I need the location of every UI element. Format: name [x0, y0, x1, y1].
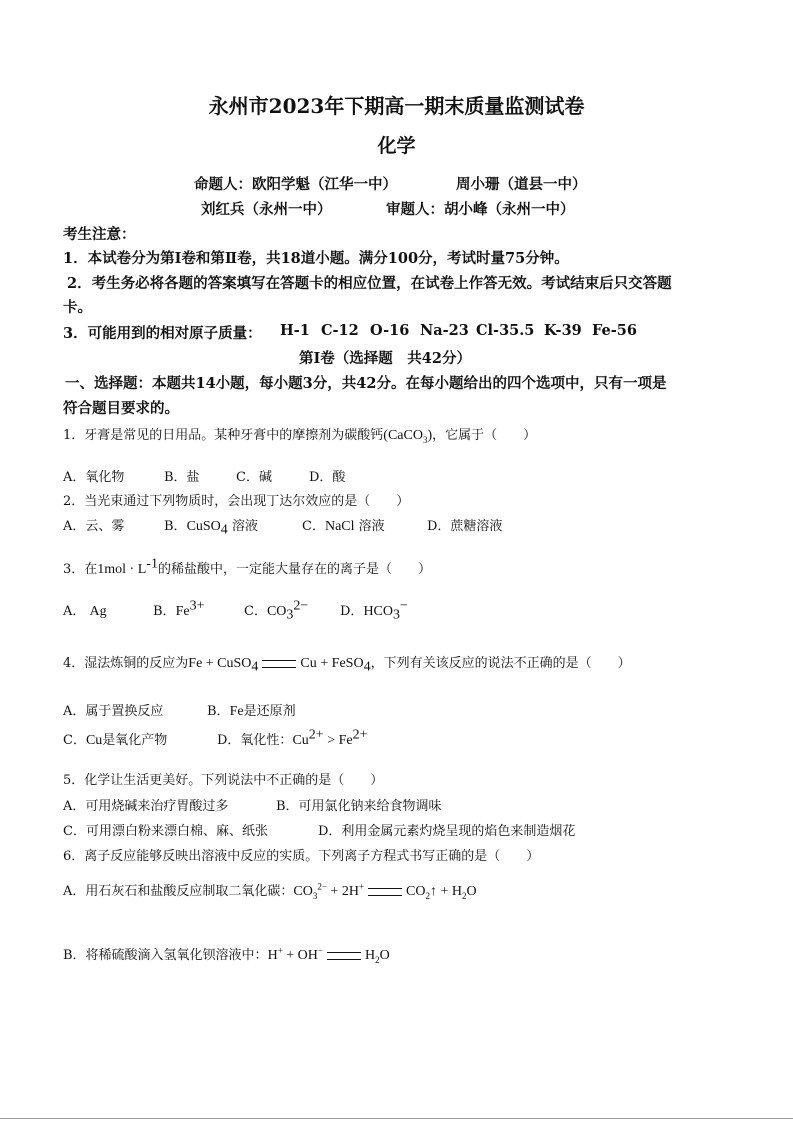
exam-title: 永州市2023年下期高一期末质量监测试卷 — [208, 94, 585, 118]
author-3: 刘红兵（永州一中） — [201, 201, 332, 218]
q4-c-formula: Cu — [85, 733, 103, 748]
q6-a-lhs2-sup: + — [358, 881, 365, 892]
q3-conc-sup: -1 — [146, 556, 158, 572]
note-1: 1．本试卷分为第Ⅰ卷和第Ⅱ卷，共18道小题。满分100分，考试时量75分钟。 — [63, 250, 569, 267]
q2-stem: 2．当光束通过下列物质时，会出现丁达尔效应的是（ ） — [63, 494, 410, 509]
q4-option-d[interactable] — [217, 729, 368, 749]
mass-na: Na-23 — [420, 322, 469, 339]
q4-stem — [63, 652, 631, 675]
q2-option-a[interactable]: A．云、雾 — [63, 519, 125, 534]
q4-d-left-sup: 2+ — [308, 727, 324, 743]
gas-arrow-icon: ↑ — [429, 884, 437, 899]
note-3-label: 3．可能用到的相对原子质量： — [63, 325, 262, 342]
q3-b-ion: Fe — [175, 604, 190, 619]
q4-lhs: Fe + CuSO — [188, 656, 252, 671]
q4-c-label: C． — [63, 733, 86, 748]
q5-option-a[interactable]: A．可用烧碱来治疗胃酸过多 — [63, 799, 229, 814]
q6-a-lhs1-sub: 3 — [312, 890, 318, 901]
mass-h: H-1 — [280, 322, 310, 339]
q6-a-rhs3: O — [466, 884, 477, 899]
note-3 — [63, 322, 262, 343]
mass-o: O-16 — [370, 322, 410, 339]
q3-a-ion: Ag — [89, 604, 107, 619]
q2-b-formula: CuSO — [186, 519, 221, 534]
equals-sign — [368, 888, 402, 896]
q1-stem — [63, 424, 536, 444]
q6-option-a[interactable] — [63, 880, 477, 900]
q4-d-left: Cu — [292, 733, 309, 748]
q6-a-rhs1: CO — [406, 884, 426, 899]
q3-c-sup: 2− — [293, 598, 309, 614]
q6-stem: 6．离子反应能够反映出溶液中反应的实质。下列离子方程式书写正确的是（ ） — [63, 849, 540, 864]
q3-stem — [63, 558, 431, 578]
q2-option-c[interactable] — [302, 515, 385, 535]
mass-cl: Cl-35.5 — [476, 322, 535, 339]
notes-heading: 考生注意： — [63, 226, 136, 243]
q4-d-mid: > — [323, 733, 339, 748]
note-2-cont: 卡。 — [63, 299, 92, 316]
q3-option-d[interactable] — [340, 598, 408, 623]
q1-option-b[interactable]: B．盐 — [164, 470, 200, 485]
q4-rhs-sub: 4 — [363, 659, 371, 675]
q6-a-lhs1: CO — [293, 884, 313, 899]
q6-a-rhs2: + H — [436, 884, 462, 899]
section-title: 第Ⅰ卷（选择题 共42分） — [299, 350, 471, 367]
q6-a-text: A．用石灰石和盐酸反应制取二氧化碳： — [63, 884, 294, 899]
q1-stem-text: 1．牙膏是常见的日用品。某种牙膏中的摩擦剂为碳酸钙 — [63, 428, 384, 443]
q2-c-text: 溶液 — [358, 519, 385, 534]
mass-fe: Fe-56 — [592, 322, 637, 339]
q1-formula-sub: 3 — [422, 434, 428, 445]
q6-b-rhs1-sub: 2 — [375, 954, 380, 965]
q4-b-label: B． — [207, 704, 230, 719]
q5-option-b[interactable]: B．可用氯化钠来给食物调味 — [276, 799, 442, 814]
q4-rhs: Cu + FeSO — [300, 656, 364, 671]
q1-formula-main: CaCO — [387, 428, 423, 443]
q2-option-b[interactable] — [164, 515, 258, 538]
author-1: 命题人：欧阳学魁（江华一中） — [194, 176, 397, 193]
q6-b-lhs2: + OH — [282, 948, 318, 963]
q1-option-a[interactable]: A．氧化物 — [63, 470, 125, 485]
author-2: 周小珊（道县一中） — [456, 176, 587, 193]
q3-option-a[interactable] — [63, 600, 107, 620]
q6-b-equation — [267, 945, 390, 965]
q5-stem: 5．化学让生活更美好。下列说法中不正确的是（ ） — [63, 773, 384, 788]
q2-b-sub: 4 — [220, 522, 228, 538]
q1-option-d[interactable]: D．酸 — [309, 470, 346, 485]
q2-c-formula: NaCl — [324, 519, 355, 534]
page-bottom-rule — [0, 1118, 793, 1119]
q2-b-text: 溶液 — [231, 519, 258, 534]
q3-d-ion: HCO — [363, 604, 393, 619]
q3-d-sub: 3 — [393, 607, 400, 623]
q2-b-label: B． — [164, 519, 187, 534]
q6-a-lhs1-sup: 2− — [317, 881, 327, 892]
q3-option-b[interactable] — [153, 600, 204, 620]
q2-option-d[interactable]: D．蔗糖溶液 — [427, 519, 503, 534]
note-2: 2．考生务必将各题的答案填写在答题卡的相应位置，在试卷上作答无效。考试结束后只交答题 — [67, 275, 672, 292]
q6-b-lhs1: H — [267, 948, 278, 963]
q4-option-a[interactable]: A．属于置换反应 — [63, 704, 164, 719]
q4-d-right-sup: 2+ — [352, 727, 368, 743]
q4-option-c[interactable] — [63, 729, 167, 749]
q6-a-rhs2-sub: 2 — [461, 890, 467, 901]
q1-formula: (CaCO$_3$) — [383, 428, 433, 445]
q6-a-lhs2: + 2H — [326, 884, 359, 899]
q6-a-equation — [293, 881, 477, 901]
q6-b-lhs2-sup: − — [317, 945, 323, 956]
q6-b-rhs2: O — [379, 948, 390, 963]
q3-d-label: D． — [340, 604, 364, 619]
mass-c: C-12 — [321, 322, 359, 339]
section-intro: 一、选择题：本题共14小题，每小题3分，共42分。在每小题给出的四个选项中，只有一项是 — [65, 375, 667, 392]
mass-k: K-39 — [544, 322, 582, 339]
q5-option-d[interactable]: D．利用金属元素灼烧呈现的焰色来制造烟花 — [318, 824, 576, 839]
q4-d-label: D．氧化性： — [217, 733, 293, 748]
q4-b-formula: Fe — [229, 704, 244, 719]
q5-option-c[interactable]: C．可用漂白粉来漂白棉、麻、纸张 — [63, 824, 268, 839]
q6-option-b[interactable] — [63, 944, 390, 964]
q3-stem-text: 3．在 — [63, 562, 98, 577]
q6-a-rhs1-sub: 2 — [425, 890, 430, 901]
subject-title: 化学 — [377, 135, 416, 157]
q1-option-c[interactable]: C．碱 — [236, 470, 272, 485]
q3-stem-end: 的稀盐酸中，一定能大量存在的离子是（ ） — [157, 562, 431, 577]
q6-b-rhs1: H — [364, 948, 376, 963]
q3-option-c[interactable] — [244, 598, 309, 623]
q1-stem-end: ，它属于（ ） — [432, 428, 537, 443]
q4-c-text: 是氧化产物 — [102, 733, 168, 748]
q4-option-b[interactable] — [207, 700, 296, 720]
equals-sign — [262, 660, 296, 668]
q3-b-label: B． — [153, 604, 176, 619]
q3-d-sup: − — [400, 598, 408, 614]
q3-a-label: A． — [63, 604, 86, 619]
q4-stem-end: ，下列有关该反应的说法不正确的是（ ） — [370, 656, 631, 671]
q6-b-lhs1-sup: + — [277, 945, 283, 956]
q3-b-sup: 3+ — [189, 598, 205, 614]
q4-d-right: Fe — [338, 733, 353, 748]
q4-stem-text: 4．湿法炼铜的反应为 — [63, 656, 189, 671]
q6-b-text: B．将稀硫酸滴入氢氧化钡溶液中： — [63, 948, 268, 963]
reviewer: 审题人：胡小峰（永州一中） — [386, 201, 575, 218]
q3-c-ion: CO — [266, 604, 287, 619]
q3-conc: 1mol · L — [97, 562, 147, 577]
q4-lhs-sub: 4 — [251, 659, 259, 675]
q3-c-sub: 3 — [286, 607, 294, 623]
section-intro-cont: 符合题目要求的。 — [63, 400, 179, 417]
q2-c-label: C． — [302, 519, 325, 534]
q3-c-label: C． — [244, 604, 267, 619]
q4-b-text: 是还原剂 — [243, 704, 296, 719]
equals-sign — [327, 952, 361, 960]
